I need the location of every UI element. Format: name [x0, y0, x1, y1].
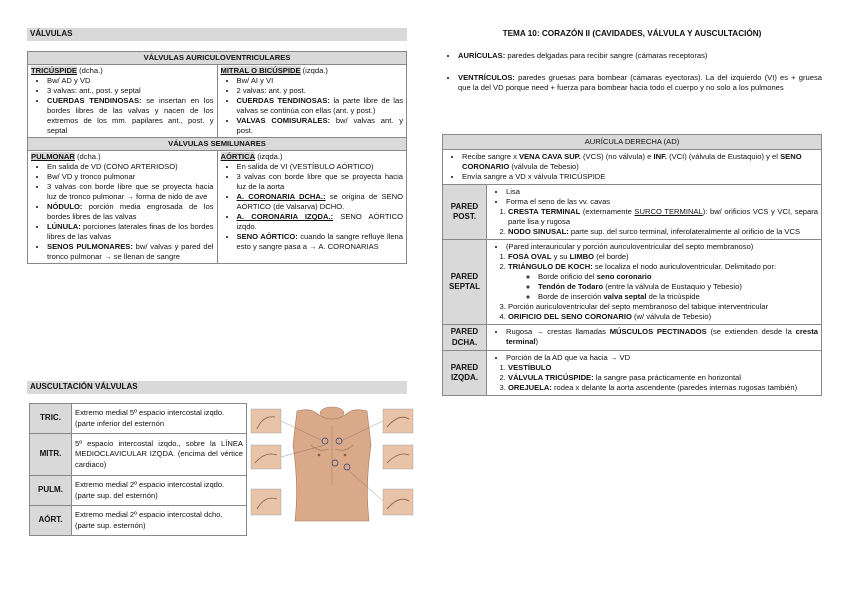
list-item: ◦ Tendón de Todaro (entre la válvula de Eustaquio y Tebesio)	[538, 282, 818, 292]
page-title: TEMA 10: CORAZÓN II (CAVIDADES, VÁLVULA Y AUSCULTACIÓN)	[502, 29, 762, 38]
ausc-key: PULM.	[30, 476, 72, 506]
list-item: • 2 valvas: ant. y post.	[237, 86, 404, 96]
list-item: • CUERDAS TENDINOSAS: la parte libre de las valvas se continúa con ellas (ant. y post.)	[237, 96, 404, 116]
sl-title: VÁLVULAS SEMILUNARES	[28, 138, 407, 151]
mitral-cell	[217, 65, 407, 138]
auricula-derecha-table	[442, 134, 822, 396]
tricuspide-cell	[28, 65, 218, 138]
ad-intro-cell	[443, 150, 822, 185]
list-item: • Bw/ VD y tronco pulmonar	[47, 172, 214, 182]
list-item: • En salida de VI (VESTÍBULO AÓRTICO)	[237, 162, 404, 172]
ausc-key: TRIC.	[30, 404, 72, 434]
ausc-value: 5º espacio intercostal izqdo., sobre la LÍNEA MEDIOCLAVICULAR IZQDA. (encima del vértice cardiaco)	[72, 434, 247, 476]
list-item: 1. FOSA OVAL y su LIMBO (el borde)	[508, 252, 818, 262]
list-item: 1. VESTÍBULO	[508, 363, 818, 373]
pared-izqda-key: PARED IZQDA.	[443, 351, 487, 396]
list-item: • SENO AÓRTICO: cuando la sangre refluye llena esto y sangre pasa a → A. CORONARIAS	[237, 232, 404, 252]
pared-dcha-key: PARED DCHA.	[443, 325, 487, 351]
list-item: 1. CRESTA TERMINAL (externamente SURCO TERMINAL): bw/ orificios VCS y VCI, separa parte lisa y rugosa	[508, 207, 818, 227]
list-item: • Rugosa → crestas llamadas MÚSCULOS PECTINADOS (se extienden desde la cresta terminal)	[506, 327, 818, 347]
pared-septal-key: PARED SEPTAL	[443, 240, 487, 325]
list-item: • 3 valvas: ant., post. y septal	[47, 86, 214, 96]
ad-title: AURÍCULA DERECHA (AD)	[443, 135, 822, 150]
list-item: 2. VÁLVULA TRICÚSPIDE: la sangre pasa prácticamente en horizontal	[508, 373, 818, 383]
list-item: • CUERDAS TENDINOSAS: se insertan en los bordes libres de las valvas y nacen de los extremos de los mm. papilares ant., post. y septal	[47, 96, 214, 136]
list-item: • LÚNULA: porciones laterales finas de los bordes libres de las valvas	[47, 222, 214, 242]
list-item: • VALVAS COMISURALES: bw/ valvas ant. y post.	[237, 116, 404, 136]
pulmonar-heading: PULMONAR (dcha.)	[31, 152, 101, 162]
pared-post-key: PARED POST.	[443, 185, 487, 240]
list-item: • 3 valvas con borde libre que se proyecta hacia luz de la aorta	[237, 172, 404, 192]
list-item: • Bw/ AI y VI	[237, 76, 404, 86]
list-item: • A. CORONARIA DCHA.: se origina de SENO AÓRTICO (de Valsarva) DCHO.	[237, 192, 404, 212]
list-item: • Forma el seno de las vv. cavas	[506, 197, 818, 207]
pared-septal-cell	[487, 240, 822, 325]
ausc-value: Extremo medial 2º espacio intercostal dcho. (parte sup. esternón)	[72, 506, 247, 536]
list-item: • A. CORONARIA IZQDA.: SENO AÓRTICO izqdo.	[237, 212, 404, 232]
ausc-key: AÓRT.	[30, 506, 72, 536]
auscultacion-table	[29, 403, 247, 536]
list-item: • VENTRÍCULOS: paredes gruesas para bombear (cámaras eyectoras). La del izquierdo (VI) es + gruesa que la del VD porque need + fuerza para bombear hacia todo el cuerpo y no solo a los pulmones	[458, 73, 822, 93]
auscultacion-header: AUSCULTACIÓN VÁLVULAS	[27, 381, 407, 394]
list-item: ◦ Borde orificio del seno coronario	[538, 272, 818, 282]
av-title: VÁLVULAS AURICULOVENTRICULARES	[28, 52, 407, 65]
list-item: • Envía sangre a VD x válvula TRICÚSPIDE	[462, 172, 818, 182]
torso-illustration	[249, 405, 415, 523]
mitral-heading: MITRAL O BICÚSPIDE (izqda.)	[220, 66, 328, 76]
list-item: • Lisa	[506, 187, 818, 197]
pared-izqda-cell	[487, 351, 822, 396]
list-item: • Porción de la AD que va hacia → VD	[506, 353, 818, 363]
aortica-cell	[217, 151, 407, 264]
list-item: 3. Porción auriculoventricular del septo membranoso del tabique interventricular	[508, 302, 818, 312]
list-item: • En salida de VD (CONO ARTERIOSO)	[47, 162, 214, 172]
list-item: • SENOS PULMONARES: bw/ valvas y pared del tronco pulmonar → se llenan de sangre	[47, 242, 214, 262]
valvulas-header: VÁLVULAS	[27, 28, 407, 41]
list-item: • 3 valvas con borde libre que se proyecta hacia luz de tronco pulmonar → forma de nido de ave	[47, 182, 214, 202]
ausc-value: Extremo medial 5º espacio intercostal izqdo. (parte inferior del esternón	[72, 404, 247, 434]
ausc-key: MITR.	[30, 434, 72, 476]
tricuspide-heading: TRICÚSPIDE (dcha.)	[31, 66, 103, 76]
list-item: • Bw/ AD y VD	[47, 76, 214, 86]
pared-post-cell	[487, 185, 822, 240]
list-item: • AURÍCULAS: paredes delgadas para recibir sangre (cámaras receptoras)	[458, 51, 822, 61]
valvulas-table	[27, 51, 407, 264]
list-item: • NÓDULO: porción media engrosada de los bordes libres de las valvas	[47, 202, 214, 222]
list-item: • Recibe sangre x VENA CAVA SUP. (VCS) (no válvula) e INF. (VCI) (válvula de Eustaquio) y el SENO CORONARIO (válvula de Tebesio)	[462, 152, 818, 172]
list-item: • (Pared interauricular y porción auriculoventricular del septo membranoso)	[506, 242, 818, 252]
list-item: 2. NODO SINUSAL: parte sup. del surco terminal, inferolateralmente al orificio de la VCS	[508, 227, 818, 237]
list-item: ◦ Borde de inserción valva septal de la tricúspide	[538, 292, 818, 302]
list-item: 4. ORIFICIO DEL SENO CORONARIO (w/ válvula de Tebesio)	[508, 312, 818, 322]
ausc-value: Extremo medial 2º espacio intercostal izqdo. (parte sup. del esternón)	[72, 476, 247, 506]
pulmonar-cell	[28, 151, 218, 264]
pared-dcha-cell	[487, 325, 822, 351]
list-item: 2. TRIÁNGULO DE KOCH: se localiza el nodo auriculoventricular. Delimitado por: ◦ Borde orificio del seno coronario ◦ Tendón de Todaro (entre la válvula de Eustaquio y Tebesio) ◦ Borde de inserción valva septal de la tricúspide	[508, 262, 818, 302]
intro-list	[442, 51, 822, 93]
aortica-heading: AÓRTICA (izqda.)	[220, 152, 283, 162]
list-item: 3. OREJUELA: rodea x delante la aorta ascendente (paredes internas rugosas también)	[508, 383, 818, 393]
